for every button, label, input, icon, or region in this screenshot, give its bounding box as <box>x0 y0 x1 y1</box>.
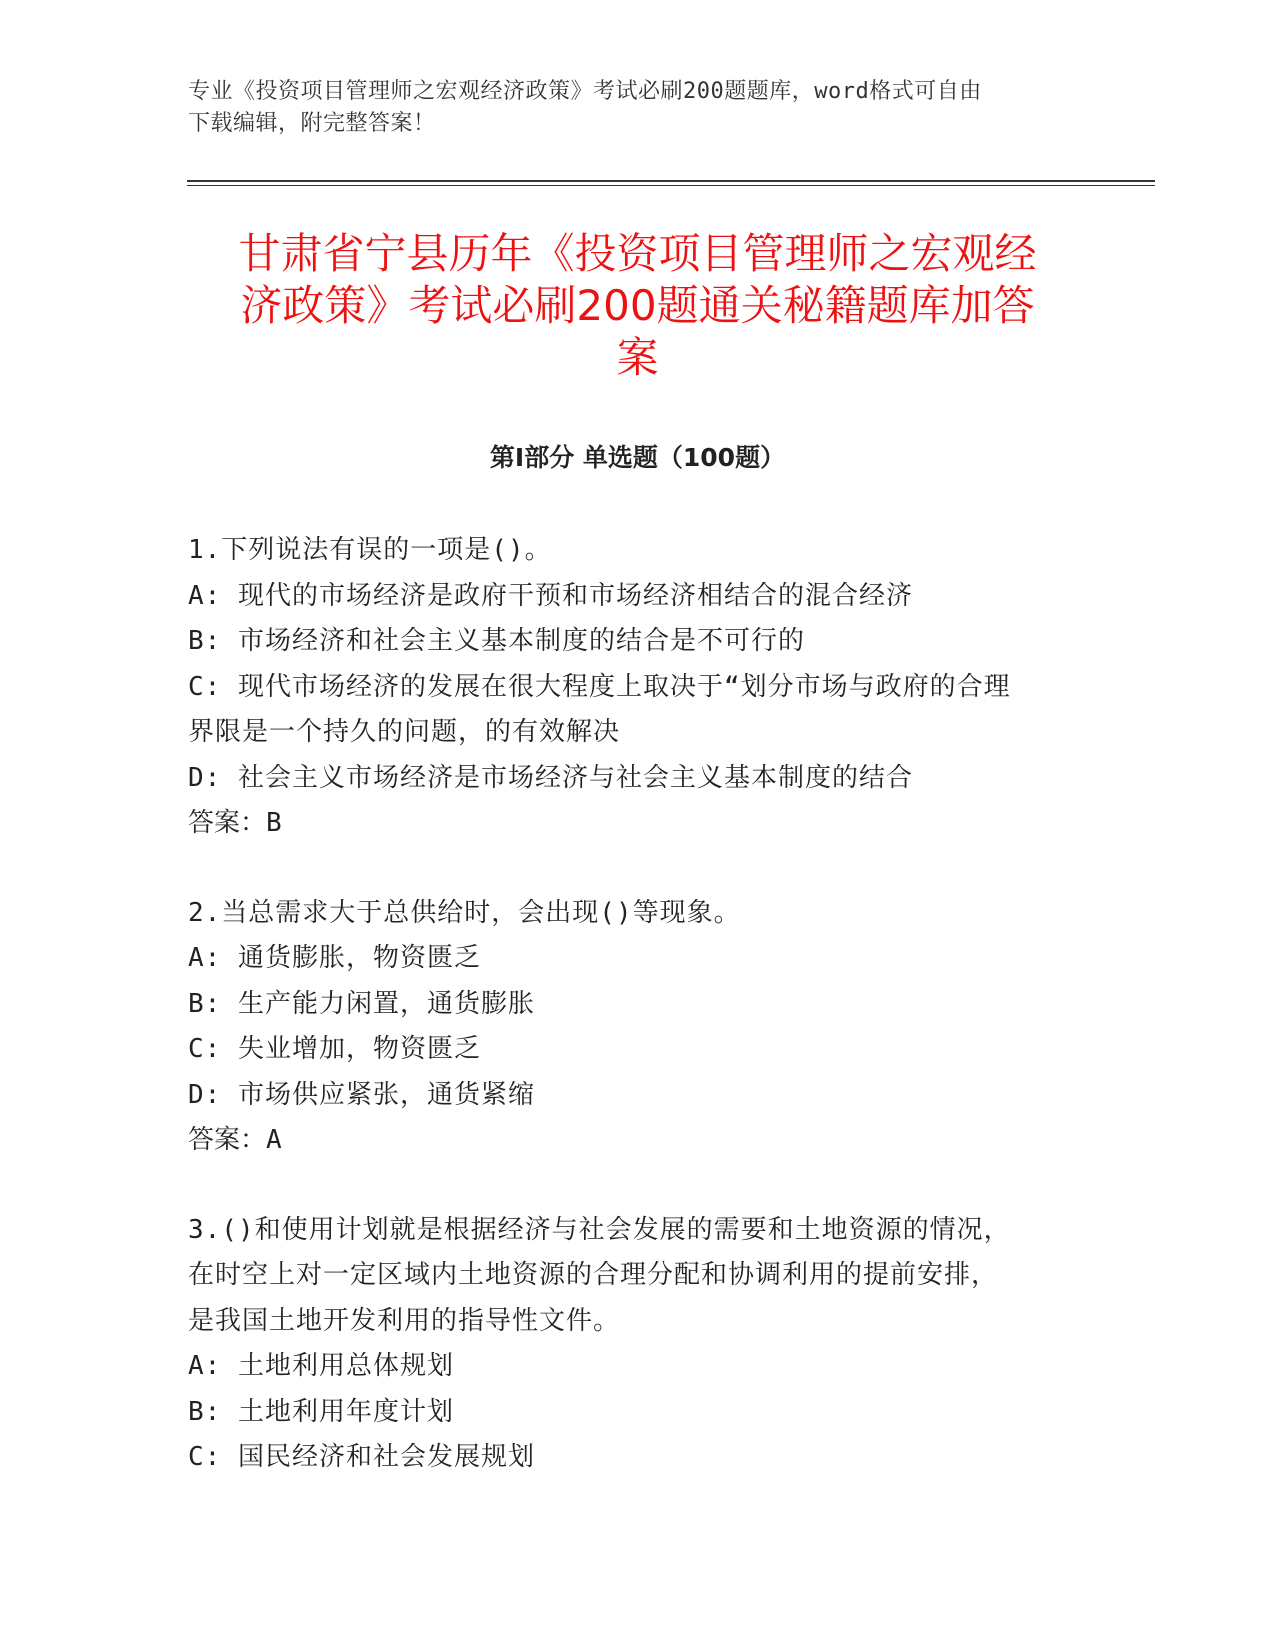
header-divider-thin <box>187 185 1155 186</box>
answer-option: A: 通货膨胀，物资匮乏 <box>188 943 481 973</box>
question-stem: 在时空上对一定区域内土地资源的合理分配和协调利用的提前安排， <box>188 1260 999 1290</box>
question-stem: 2.当总需求大于总供给时，会出现()等现象。 <box>188 897 741 928</box>
answer-option: A: 现代的市场经济是政府干预和市场经济相结合的混合经济 <box>188 580 913 611</box>
question-stem: 1.下列说法有误的一项是()。 <box>188 535 552 565</box>
answer-key-value: B <box>266 808 282 838</box>
answer-key-label: 答案： <box>188 808 267 838</box>
question-item <box>188 528 1088 847</box>
header-note-line-2: 下载编辑，附完整答案！ <box>188 111 436 136</box>
answer-key-label: 答案： <box>188 1125 267 1155</box>
header-divider-thick <box>187 180 1155 182</box>
answer-option: C: 失业增加，物资匮乏 <box>188 1034 481 1064</box>
answer-option: B: 土地利用年度计划 <box>188 1396 454 1427</box>
document-title <box>160 228 1115 384</box>
header-note-line-1: 专业《投资项目管理师之宏观经济政策》考试必刷200题题库，word格式可自由 <box>188 79 982 104</box>
section-heading: 第Ⅰ部分 单选题（100题） <box>489 443 786 472</box>
question-item <box>188 891 1088 1164</box>
answer-option: A: 土地利用总体规划 <box>188 1351 454 1381</box>
document-header-note <box>188 76 1088 140</box>
answer-option: C: 现代市场经济的发展在很大程度上取决于“划分市场与政府的合理 <box>188 671 1011 702</box>
title-line-3: 案 <box>616 333 659 382</box>
title-line-1: 甘肃省宁县历年《投资项目管理师之宏观经 <box>238 229 1037 278</box>
question-stem: 3.()和使用计划就是根据经济与社会发展的需要和土地资源的情况， <box>188 1214 1011 1245</box>
answer-option: D: 社会主义市场经济是市场经济与社会主义基本制度的结合 <box>188 762 913 793</box>
answer-key <box>188 801 1088 847</box>
question-item <box>188 1208 1088 1481</box>
answer-option: 界限是一个持久的问题，的有效解决 <box>188 717 621 747</box>
answer-option: B: 市场经济和社会主义基本制度的结合是不可行的 <box>188 626 805 656</box>
title-line-2: 济政策》考试必刷200题通关秘籍题库加答 <box>240 281 1035 330</box>
answer-option: D: 市场供应紧张，通货紧缩 <box>188 1079 535 1110</box>
answer-key-value: A <box>266 1125 282 1155</box>
answer-key <box>188 1118 1088 1164</box>
answer-option: B: 生产能力闲置，通货膨胀 <box>188 988 535 1019</box>
question-list <box>188 528 1088 1525</box>
answer-option: C: 国民经济和社会发展规划 <box>188 1442 535 1472</box>
question-stem: 是我国土地开发利用的指导性文件。 <box>188 1305 621 1336</box>
